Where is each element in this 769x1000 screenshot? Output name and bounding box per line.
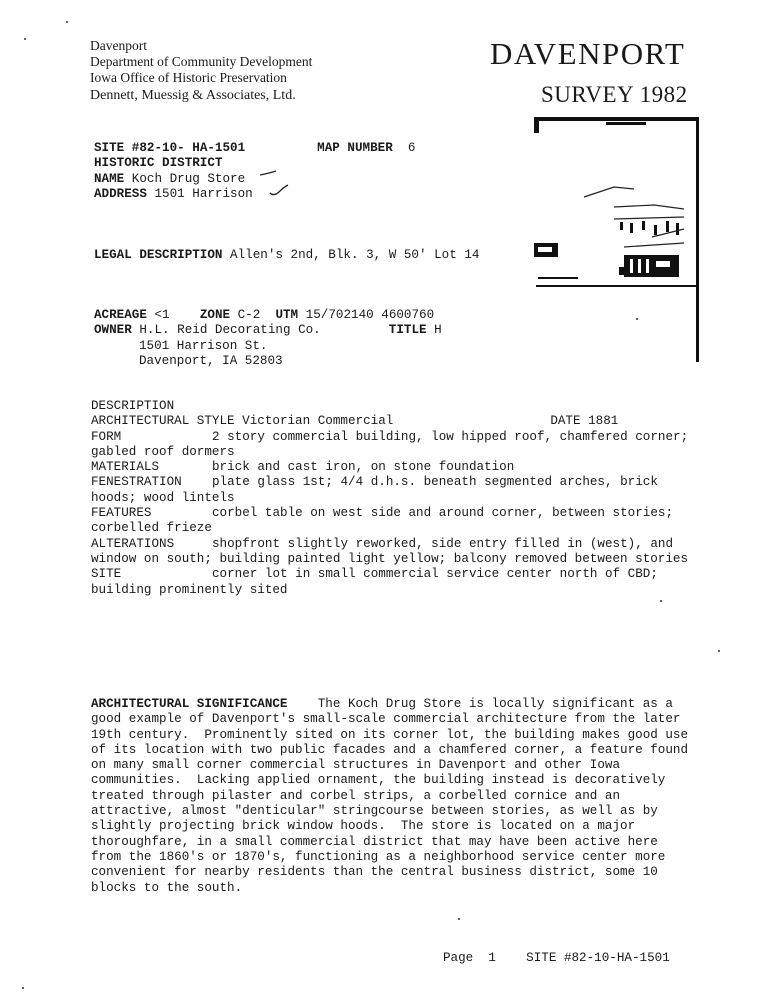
field-value: corbel table on west side and around corner, between stories;: [212, 506, 674, 521]
significance-line: slightly projecting brick window hoods. The store is located on a major: [91, 819, 636, 834]
consultant-name: Dennett, Muessig & Associates, Ltd.: [90, 88, 296, 103]
survey-title: DAVENPORT: [490, 36, 686, 71]
style-label: ARCHITECTURAL STYLE: [91, 414, 235, 429]
field-value: plate glass 1st; 4/4 d.h.s. beneath segmented arches, brick: [212, 475, 658, 490]
name-label: NAME: [94, 171, 125, 186]
field-continuation: building prominently sited: [91, 582, 288, 597]
field-continuation: window on south; building painted light yellow; balcony removed between stories: [91, 551, 689, 566]
address-value: 1501 Harrison: [154, 186, 253, 201]
field-value: 2 story commercial building, low hipped roof, chamfered corner;: [212, 429, 689, 444]
date-label: DATE: [550, 414, 581, 429]
scan-speck: [718, 650, 720, 652]
significance-section: [91, 697, 731, 896]
significance-line: The Koch Drug Store is locally significant as a: [287, 697, 673, 711]
field-continuation: gabled roof dormers: [91, 444, 235, 459]
field-value: shopfront slightly reworked, side entry filled in (west), and: [212, 536, 674, 551]
significance-line: convenient for nearby residents than the central business district, some 10: [91, 865, 658, 880]
zone-value: C-2: [237, 308, 261, 322]
title-value: H: [434, 323, 442, 338]
footer-site-ref: SITE #82-10-HA-1501: [526, 951, 670, 965]
significance-line: of its location with two public facades and a chamfered corner, a feature found: [91, 742, 689, 757]
site-label: SITE: [94, 141, 125, 155]
significance-line: 19th century. Prominently sited on its corner lot, the building makes good use: [91, 727, 689, 742]
significance-line: attractive, almost "denticular" stringcourse between stories, as well as by: [91, 804, 658, 819]
legal-value: Allen's 2nd, Blk. 3, W 50' Lot 14: [230, 248, 480, 262]
survey-subtitle: SURVEY 1982: [541, 82, 688, 107]
legal-description: [94, 248, 479, 263]
org-block: [90, 38, 312, 86]
field-value: brick and cast iron, on stone foundation: [212, 460, 515, 475]
field-value: corner lot in small commercial service center north of CBD;: [212, 567, 658, 582]
field-materials: [91, 460, 711, 475]
significance-line: communities. Lacking applied ornament, the building instead is decoratively: [91, 773, 666, 788]
field-fenestration: [91, 475, 711, 506]
scan-speck: [636, 318, 638, 320]
scan-speck: [458, 918, 460, 920]
owner-label: OWNER: [94, 323, 132, 338]
field-label: SITE: [91, 567, 122, 582]
org-line-department: Department of Community Development: [90, 54, 313, 69]
historic-district-label: HISTORIC DISTRICT: [94, 156, 223, 171]
significance-label: ARCHITECTURAL SIGNIFICANCE: [91, 697, 288, 711]
site-number: #82-10- HA-1501: [131, 141, 246, 155]
org-line-city: Davenport: [90, 38, 147, 53]
name-value: Koch Drug Store: [131, 171, 246, 186]
field-label: ALTERATIONS: [91, 536, 175, 551]
map-number-value: 6: [407, 141, 416, 155]
significance-line: thoroughfare, in a small commercial district that may have been active here: [91, 834, 658, 849]
utm-label: UTM: [275, 308, 299, 322]
acreage-label: ACREAGE: [94, 308, 147, 322]
significance-line: from the 1860's or 1870's, functioning as a neighborhood service center more: [91, 849, 666, 864]
field-alterations: [91, 537, 711, 568]
field-label: FENESTRATION: [91, 475, 182, 490]
legal-label: LEGAL DESCRIPTION: [94, 248, 223, 262]
field-site: [91, 567, 711, 598]
org-line-office: Iowa Office of Historic Preservation: [90, 70, 287, 85]
page-label: Page: [443, 951, 474, 965]
description-heading: DESCRIPTION: [91, 399, 175, 413]
building-photo: [534, 117, 699, 362]
style-value: Victorian Commercial: [242, 414, 394, 429]
field-continuation: hoods; wood lintels: [91, 490, 235, 505]
owner-street: 1501 Harrison St.: [139, 338, 268, 353]
field-label: FORM: [91, 429, 122, 444]
significance-line: on many small corner commercial structures in Davenport and other Iowa: [91, 758, 621, 773]
date-value: 1881: [588, 414, 619, 429]
significance-line: treated through pilaster and corbel strips, a corbelled cornice and an: [91, 788, 621, 803]
field-features: [91, 506, 711, 537]
zone-label: ZONE: [199, 308, 231, 322]
scan-speck: [22, 987, 24, 989]
owner-city: Davenport, IA 52803: [139, 353, 283, 368]
description-section: [91, 399, 711, 598]
address-label: ADDRESS: [94, 186, 147, 201]
utm-value: 15/702140 4600760: [305, 308, 435, 322]
map-number-label: MAP NUMBER: [317, 141, 393, 155]
scan-speck: [24, 38, 26, 40]
building-photo-graphic: [534, 117, 699, 362]
field-label: FEATURES: [91, 506, 152, 521]
owner-value: H.L. Reid Decorating Co.: [139, 323, 321, 338]
field-continuation: corbelled frieze: [91, 521, 212, 536]
acreage-value: <1: [154, 308, 170, 322]
title-label: TITLE: [388, 323, 427, 338]
significance-line: good example of Davenport's small-scale commercial architecture from the later: [91, 712, 681, 727]
parcel-block: [94, 308, 442, 369]
field-form: [91, 430, 711, 461]
scan-speck: [66, 21, 68, 23]
significance-line: blocks to the south.: [91, 880, 243, 895]
field-label: MATERIALS: [91, 460, 160, 475]
check-marks: [250, 165, 290, 205]
page-number: 1: [488, 951, 496, 965]
scan-speck: [660, 600, 662, 602]
page-footer: [443, 951, 670, 966]
